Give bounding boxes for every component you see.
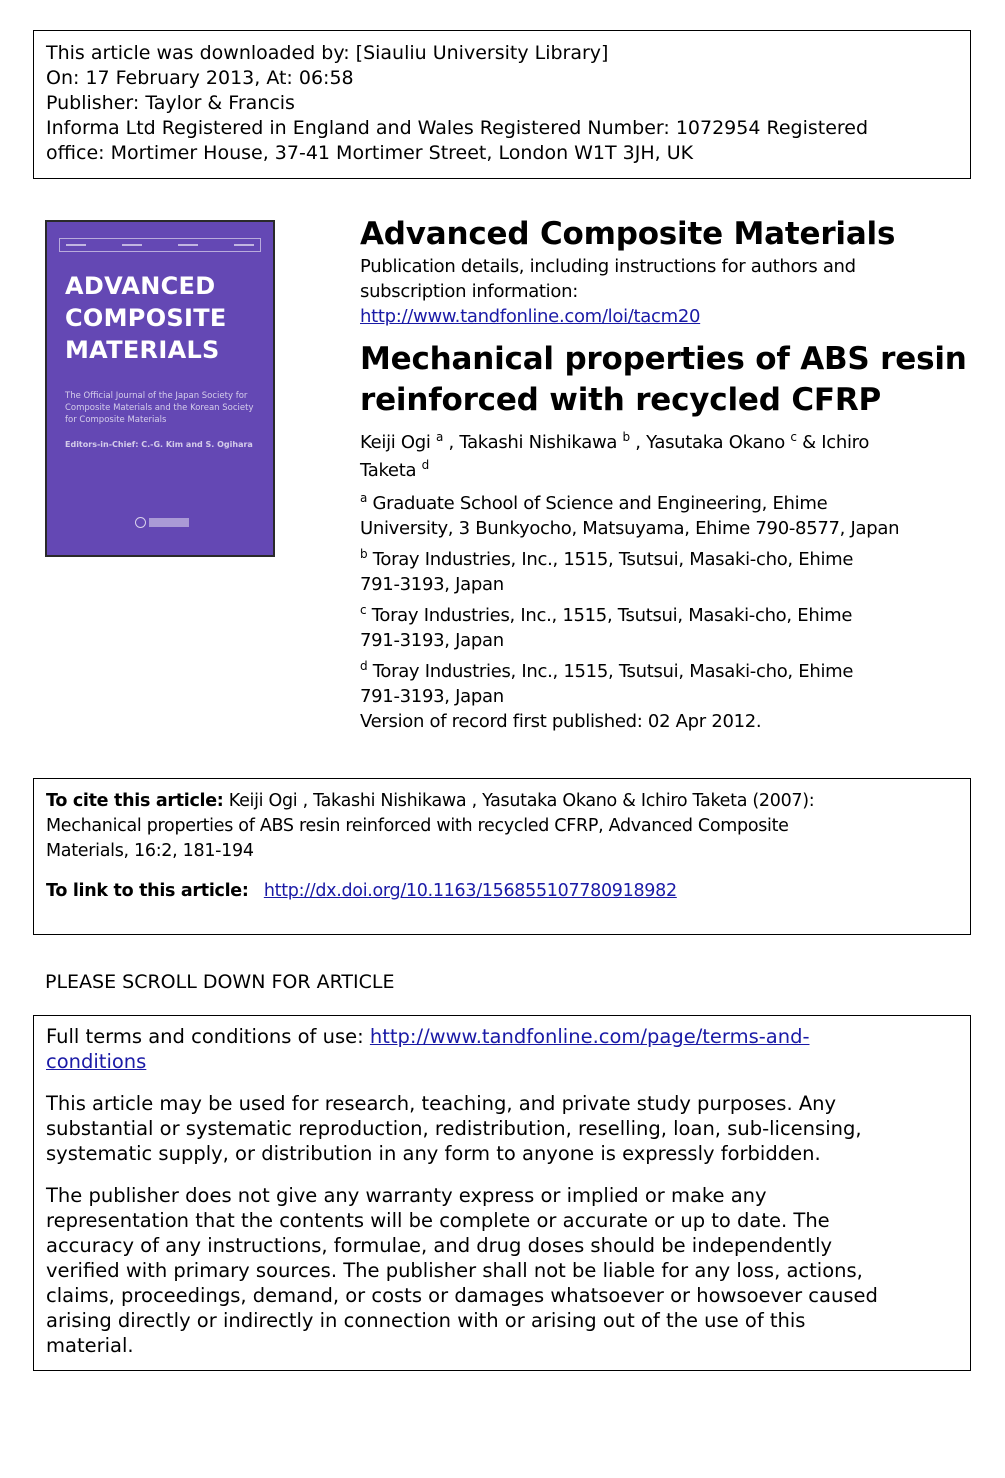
journal-url-link[interactable]: http://www.tandfonline.com/loi/tacm20 bbox=[360, 306, 701, 327]
cite-label: To cite this article: bbox=[46, 791, 224, 811]
author-name: Yasutaka Okano bbox=[646, 432, 785, 453]
citation-box bbox=[33, 778, 971, 935]
author-list: Keiji Ogi $^a$ , Takashi Nishikawa $^b$ , Yasutaka Okano $^c$ & Ichiro Taketa $^d$ bbox=[360, 430, 870, 481]
affiliation: $^c$ Toray Industries, Inc., 1515, Tsutsui, Masaki-cho, Ehime 791-3193, Japan bbox=[360, 603, 853, 651]
terms-paragraph: This article may be used for research, teaching, and private study purposes. Any substantial or systematic reproduction, redistribution, reselling, loan, sub-licensing, systematic supply, or distribution in any form to anyone is expressly forbidden. bbox=[46, 1092, 862, 1165]
scroll-down-note: PLEASE SCROLL DOWN FOR ARTICLE bbox=[45, 971, 395, 993]
download-notice-line: Publisher: Taylor & Francis bbox=[46, 92, 295, 114]
article-title: Mechanical properties of ABS resin reinforced with recycled CFRP bbox=[360, 341, 967, 418]
article-metadata bbox=[360, 214, 967, 734]
author-name: Ichiro bbox=[821, 432, 870, 453]
cite-text: Keiji Ogi , Takashi Nishikawa , Yasutaka Okano & Ichiro Taketa (2007): bbox=[228, 791, 815, 811]
journal-cover-image bbox=[45, 220, 275, 557]
journal-title: Advanced Composite Materials bbox=[360, 216, 896, 252]
cite-text: Mechanical properties of ABS resin reinforced with recycled CFRP, Advanced Composite bbox=[46, 816, 789, 836]
author-name: Takashi Nishikawa bbox=[459, 432, 618, 453]
download-notice-box bbox=[33, 30, 971, 179]
terms-intro: Full terms and conditions of use: bbox=[46, 1025, 364, 1048]
affiliation: $^a$ Graduate School of Science and Engineering, Ehime University, 3 Bunkyocho, Matsuyama, Ehime 790-8577, Japan bbox=[360, 491, 900, 539]
cover-subtitle: The Official Journal of the Japan Society for Composite Materials and the Korean Society for Composite Materials bbox=[65, 391, 254, 425]
author-name: Taketa bbox=[360, 460, 417, 481]
affiliation: $^b$ Toray Industries, Inc., 1515, Tsutsui, Masaki-cho, Ehime 791-3193, Japan bbox=[360, 547, 854, 595]
cover-title: ADVANCED COMPOSITE MATERIALS bbox=[65, 272, 227, 364]
publisher-logo-icon bbox=[135, 517, 193, 529]
publication-details: subscription information: bbox=[360, 281, 578, 302]
terms-url-link[interactable]: http://www.tandfonline.com/page/terms-and- bbox=[369, 1025, 810, 1048]
download-notice-line: Informa Ltd Registered in England and Wales Registered Number: 1072954 Registered bbox=[46, 117, 869, 139]
cite-text: Materials, 16:2, 181-194 bbox=[46, 841, 254, 861]
terms-paragraph: The publisher does not give any warranty express or implied or make any representation that the contents will be complete or accurate or up to date. The accuracy of any instructions, formulae, and drug doses should be independently verified with primary sources. The publisher shall not be liable for any loss, actions, claims, proceedings, demand, or costs or damages whatsoever or howsoever caused arising directly or indirectly in connection with or arising out of the use of this material. bbox=[46, 1184, 878, 1357]
cover-top-bar bbox=[59, 238, 261, 252]
author-name: Keiji Ogi bbox=[360, 432, 431, 453]
download-notice-line: On: 17 February 2013, At: 06:58 bbox=[46, 67, 354, 89]
version-of-record: Version of record first published: 02 Apr 2012. bbox=[360, 711, 762, 732]
cover-editors: Editors-in-Chief: C.-G. Kim and S. Ogihara bbox=[65, 440, 253, 449]
download-notice-line: office: Mortimer House, 37-41 Mortimer Street, London W1T 3JH, UK bbox=[46, 142, 694, 164]
download-notice-line: This article was downloaded by: [Siauliu University Library] bbox=[46, 42, 609, 64]
doi-link[interactable]: http://dx.doi.org/10.1163/156855107780918982 bbox=[263, 881, 677, 901]
terms-url-link[interactable]: conditions bbox=[46, 1050, 147, 1073]
affiliation: $^d$ Toray Industries, Inc., 1515, Tsutsui, Masaki-cho, Ehime 791-3193, Japan bbox=[360, 659, 854, 707]
publication-details: Publication details, including instructions for authors and bbox=[360, 256, 856, 277]
terms-box bbox=[33, 1015, 971, 1371]
link-label: To link to this article: bbox=[46, 881, 249, 901]
